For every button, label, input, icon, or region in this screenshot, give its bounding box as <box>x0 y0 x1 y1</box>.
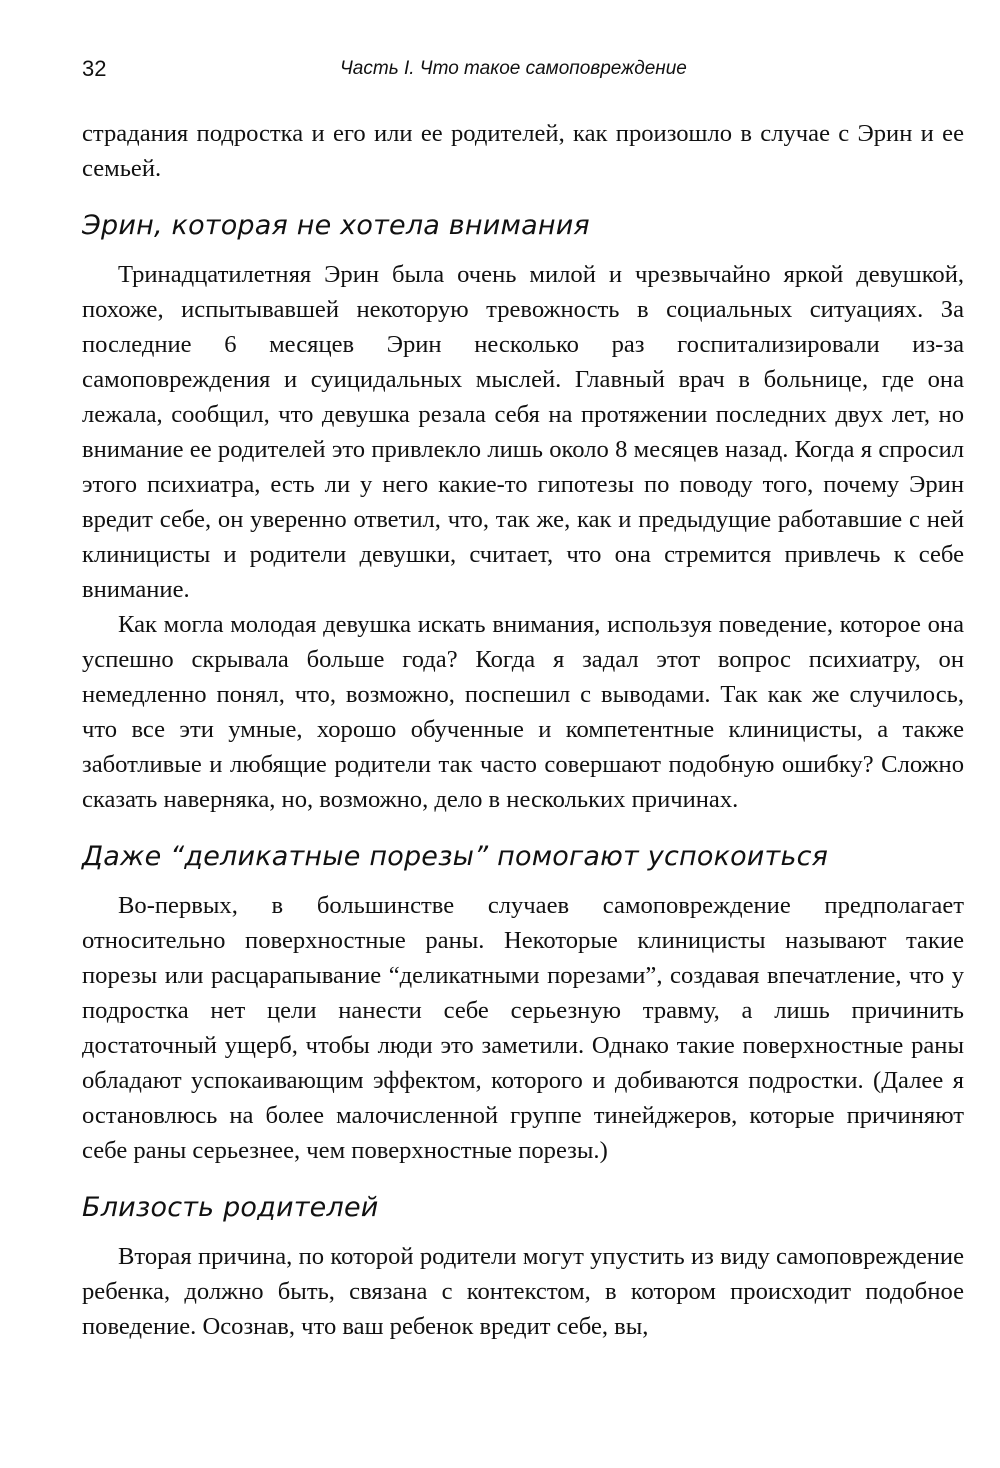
paragraph: Во-первых, в большинстве случаев самоповреждение предполагает относительно поверхностные раны. Некоторые клиницисты называют такие порезы или расцарапывание “деликатными порезами”, создавая впечатление, что у подростка нет цели нанести себе серьезную травму, а лишь причинить достаточный ущерб, чтобы люди это заметили. Однако такие поверхностные раны обладают успокаивающим эффектом, которого и добиваются подростки. (Далее я остановлюсь на более малочисленной группе тинейджеров, которые причиняют себе раны серьезнее, чем поверхностные порезы.) <box>82 892 964 1164</box>
section-heading: Близость родителей <box>82 1192 379 1223</box>
paragraph: Тринадцатилетняя Эрин была очень милой и чрезвычайно яркой девушкой, похоже, испытывавшей некоторую тревожность в социальных ситуациях. За последние 6 месяцев Эрин несколько раз госпитализировали из-за самоповреждения и суицидальных мыслей. Главный врач в больнице, где она лежала, сообщил, что девушка резала себя на протяжении последних двух лет, но внимание ее родителей это привлекло лишь около 8 месяцев назад. Когда я спросил этого психиатра, есть ли у него какие-то гипотезы по поводу того, почему Эрин вредит себе, он уверенно ответил, что, так же, как и предыдущие работавшие с ней клиницисты и родители девушки, считает, что она стремится привлечь к себе внимание. <box>82 261 964 603</box>
page-number: 32 <box>82 56 107 81</box>
page-content <box>82 116 964 1344</box>
paragraph: Как могла молодая девушка искать внимания, используя поведение, которое она успешно скрывала больше года? Когда я задал этот вопрос психиатру, он немедленно понял, что, возможно, поспешил с выводами. Так как же случилось, что все эти умные, хорошо обученные и компетентные клиницисты, а также заботливые и любящие родители так часто совершают подобную ошибку? Сложно сказать наверняка, но, возможно, дело в нескольких причинах. <box>82 611 964 813</box>
running-head <box>82 56 964 86</box>
running-title: Часть I. Что такое самоповреждение <box>340 58 687 79</box>
intro-paragraph: страдания подростка и его или ее родителей, как произошло в случае с Эрин и ее семьей. <box>82 120 964 182</box>
paragraph: Вторая причина, по которой родители могут упустить из виду самоповреждение ребенка, должно быть, связана с контекстом, в котором происходит подобное поведение. Осознав, что ваш ребенок вредит себе, вы, <box>82 1243 964 1340</box>
section-heading: Эрин, которая не хотела внимания <box>82 210 590 241</box>
section-heading: Даже “деликатные порезы” помогают успокоиться <box>82 841 829 872</box>
